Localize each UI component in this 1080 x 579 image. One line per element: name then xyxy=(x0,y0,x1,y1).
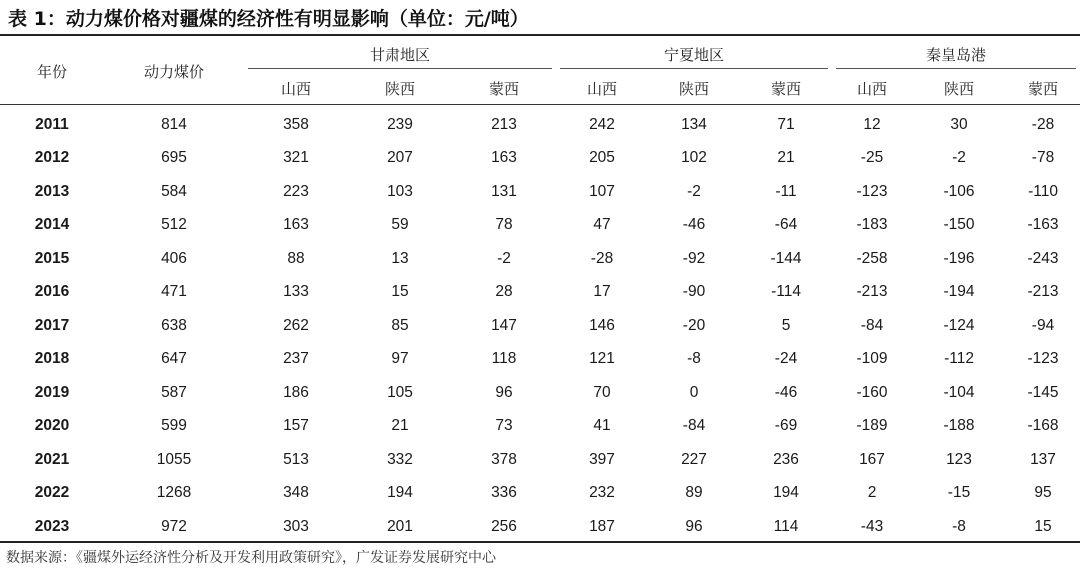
year-cell: 2011 xyxy=(35,115,69,133)
sub-header-shaanxi: 陕西 xyxy=(678,80,709,98)
value-cell: 30 xyxy=(950,115,968,133)
header-year: 年份 xyxy=(36,63,67,81)
value-cell: 17 xyxy=(593,283,611,301)
value-cell: 201 xyxy=(387,517,413,535)
table-row xyxy=(0,142,1080,176)
value-cell: -46 xyxy=(774,383,798,401)
value-cell: -2 xyxy=(497,249,511,267)
value-cell: -183 xyxy=(856,216,888,234)
value-cell: 207 xyxy=(387,149,413,167)
value-cell: -28 xyxy=(590,249,614,267)
data-table xyxy=(0,108,1080,544)
value-cell: 512 xyxy=(161,216,187,234)
value-cell: 2 xyxy=(867,484,877,502)
value-cell: 89 xyxy=(685,484,703,502)
value-cell: -258 xyxy=(856,249,888,267)
group-underline-qinhuangdao xyxy=(836,68,1076,69)
table-row xyxy=(0,477,1080,511)
group-ningxia: 宁夏地区 xyxy=(663,46,724,64)
value-cell: -213 xyxy=(856,283,888,301)
value-cell: -150 xyxy=(943,216,975,234)
top-rule xyxy=(0,34,1080,36)
value-cell: 232 xyxy=(589,484,615,502)
value-cell: 303 xyxy=(283,517,309,535)
value-cell: 133 xyxy=(283,283,309,301)
value-cell: -194 xyxy=(943,283,975,301)
sub-header-mengxi: 蒙西 xyxy=(1027,80,1058,98)
sub-header-shanxi: 山西 xyxy=(856,80,887,98)
value-cell: 73 xyxy=(495,417,513,435)
value-cell: 1268 xyxy=(156,484,192,502)
table-row xyxy=(0,343,1080,377)
group-underline-ningxia xyxy=(560,68,828,69)
value-cell: 102 xyxy=(681,149,707,167)
value-cell: -189 xyxy=(856,417,888,435)
value-cell: 647 xyxy=(161,350,187,368)
value-cell: 378 xyxy=(491,450,517,468)
value-cell: 814 xyxy=(161,115,187,133)
value-cell: 78 xyxy=(495,216,513,234)
table-row xyxy=(0,209,1080,243)
value-cell: -94 xyxy=(1031,316,1055,334)
value-cell: 194 xyxy=(387,484,413,502)
value-cell: 96 xyxy=(495,383,513,401)
value-cell: -104 xyxy=(943,383,975,401)
sub-header-shanxi: 山西 xyxy=(586,80,617,98)
value-cell: -160 xyxy=(856,383,888,401)
value-cell: -213 xyxy=(1027,283,1059,301)
value-cell: -196 xyxy=(943,249,975,267)
value-cell: -11 xyxy=(775,182,797,200)
value-cell: 358 xyxy=(283,115,309,133)
value-cell: 187 xyxy=(589,517,615,535)
value-cell: 321 xyxy=(283,149,309,167)
value-cell: -188 xyxy=(943,417,975,435)
value-cell: 332 xyxy=(387,450,413,468)
table-row xyxy=(0,175,1080,209)
table-title: 表 1：动力煤价格对疆煤的经济性有明显影响（单位：元/吨） xyxy=(8,8,529,30)
table-row xyxy=(0,510,1080,544)
value-cell: -69 xyxy=(774,417,798,435)
value-cell: -109 xyxy=(856,350,888,368)
value-cell: 239 xyxy=(387,115,413,133)
value-cell: 213 xyxy=(491,115,517,133)
value-cell: -78 xyxy=(1031,149,1055,167)
year-cell: 2014 xyxy=(34,216,70,234)
value-cell: 163 xyxy=(491,149,517,167)
table-row xyxy=(0,276,1080,310)
value-cell: 12 xyxy=(863,115,881,133)
value-cell: 406 xyxy=(161,249,187,267)
table-row xyxy=(0,309,1080,343)
table-row xyxy=(0,108,1080,142)
value-cell: 103 xyxy=(387,182,413,200)
value-cell: 972 xyxy=(161,517,187,535)
table-row xyxy=(0,242,1080,276)
year-cell: 2021 xyxy=(34,450,70,468)
table-row xyxy=(0,410,1080,444)
value-cell: 1055 xyxy=(156,450,192,468)
value-cell: 397 xyxy=(589,450,615,468)
value-cell: 95 xyxy=(1034,484,1052,502)
value-cell: -106 xyxy=(943,182,975,200)
value-cell: 167 xyxy=(859,450,885,468)
group-underline-gansu xyxy=(248,68,552,69)
value-cell: 336 xyxy=(491,484,517,502)
value-cell: 85 xyxy=(391,316,409,334)
value-cell: 137 xyxy=(1030,450,1056,468)
value-cell: -114 xyxy=(771,283,801,301)
sub-header-shaanxi: 陕西 xyxy=(943,80,974,98)
value-cell: 97 xyxy=(391,350,409,368)
header-rule xyxy=(0,104,1080,105)
table-body xyxy=(0,108,1080,544)
value-cell: -123 xyxy=(1027,350,1059,368)
value-cell: 134 xyxy=(681,115,707,133)
value-cell: 584 xyxy=(161,182,187,200)
value-cell: 123 xyxy=(946,450,972,468)
value-cell: 242 xyxy=(589,115,615,133)
source-note: 数据来源：《疆煤外运经济性分析及开发利用政策研究》，广发证券发展研究中心 xyxy=(6,550,496,566)
value-cell: 28 xyxy=(495,283,513,301)
value-cell: 157 xyxy=(283,417,309,435)
value-cell: 105 xyxy=(387,383,413,401)
value-cell: -84 xyxy=(860,316,884,334)
sub-header-mengxi: 蒙西 xyxy=(770,80,801,98)
table-row xyxy=(0,443,1080,477)
value-cell: 15 xyxy=(1034,517,1052,535)
year-cell: 2022 xyxy=(34,484,70,502)
value-cell: -2 xyxy=(687,182,701,200)
value-cell: 256 xyxy=(491,517,517,535)
value-cell: -8 xyxy=(952,517,966,535)
value-cell: 237 xyxy=(283,350,309,368)
value-cell: 194 xyxy=(773,484,799,502)
value-cell: -124 xyxy=(943,316,975,334)
value-cell: 227 xyxy=(681,450,707,468)
value-cell: 47 xyxy=(593,216,611,234)
value-cell: 118 xyxy=(491,350,517,368)
value-cell: -8 xyxy=(687,350,701,368)
group-gansu: 甘肃地区 xyxy=(369,46,430,64)
value-cell: -110 xyxy=(1028,182,1058,200)
value-cell: 121 xyxy=(589,350,615,368)
value-cell: -144 xyxy=(770,249,802,267)
year-cell: 2018 xyxy=(34,350,70,368)
value-cell: -163 xyxy=(1027,216,1059,234)
value-cell: -243 xyxy=(1027,249,1059,267)
value-cell: -90 xyxy=(682,283,706,301)
sub-header-shaanxi: 陕西 xyxy=(384,80,415,98)
value-cell: -123 xyxy=(856,182,888,200)
value-cell: 471 xyxy=(161,283,187,301)
value-cell: -92 xyxy=(682,249,706,267)
table-row xyxy=(0,376,1080,410)
value-cell: 348 xyxy=(283,484,309,502)
value-cell: 41 xyxy=(593,417,611,435)
value-cell: -43 xyxy=(860,517,884,535)
value-cell: 5 xyxy=(781,316,791,334)
value-cell: -46 xyxy=(682,216,706,234)
value-cell: 59 xyxy=(391,216,409,234)
value-cell: 114 xyxy=(773,517,799,535)
value-cell: 15 xyxy=(391,283,409,301)
value-cell: -112 xyxy=(944,350,974,368)
value-cell: 513 xyxy=(283,450,309,468)
value-cell: 638 xyxy=(161,316,187,334)
year-cell: 2019 xyxy=(34,383,70,401)
year-cell: 2016 xyxy=(34,283,70,301)
value-cell: -2 xyxy=(952,149,966,167)
value-cell: -24 xyxy=(774,350,798,368)
value-cell: -84 xyxy=(682,417,706,435)
value-cell: 262 xyxy=(283,316,309,334)
value-cell: -25 xyxy=(860,149,884,167)
year-cell: 2017 xyxy=(34,316,70,334)
value-cell: 131 xyxy=(491,182,517,200)
sub-header-mengxi: 蒙西 xyxy=(488,80,519,98)
value-cell: 163 xyxy=(283,216,309,234)
year-cell: 2023 xyxy=(34,517,70,535)
value-cell: -28 xyxy=(1031,115,1055,133)
sub-header-shanxi: 山西 xyxy=(280,80,311,98)
value-cell: 186 xyxy=(283,383,309,401)
value-cell: 205 xyxy=(589,149,615,167)
value-cell: 599 xyxy=(161,417,187,435)
value-cell: 96 xyxy=(685,517,703,535)
value-cell: -145 xyxy=(1027,383,1059,401)
value-cell: 587 xyxy=(161,383,187,401)
year-cell: 2015 xyxy=(34,249,70,267)
year-cell: 2012 xyxy=(34,149,70,167)
value-cell: 146 xyxy=(589,316,615,334)
value-cell: -168 xyxy=(1027,417,1059,435)
group-qinhuangdao: 秦皇岛港 xyxy=(925,46,986,64)
value-cell: 0 xyxy=(689,383,699,401)
bottom-rule xyxy=(0,541,1080,543)
year-cell: 2013 xyxy=(34,182,70,200)
value-cell: 21 xyxy=(391,417,409,435)
value-cell: 236 xyxy=(773,450,799,468)
value-cell: 147 xyxy=(491,316,517,334)
value-cell: 107 xyxy=(589,182,615,200)
value-cell: -15 xyxy=(947,484,971,502)
value-cell: 21 xyxy=(777,149,795,167)
value-cell: 88 xyxy=(287,249,305,267)
value-cell: 13 xyxy=(391,249,409,267)
value-cell: -64 xyxy=(774,216,798,234)
value-cell: 223 xyxy=(283,182,309,200)
value-cell: 70 xyxy=(593,383,611,401)
header-price: 动力煤价 xyxy=(143,63,204,81)
year-cell: 2020 xyxy=(34,417,70,435)
value-cell: 71 xyxy=(777,115,795,133)
value-cell: -20 xyxy=(682,316,706,334)
value-cell: 695 xyxy=(161,149,187,167)
